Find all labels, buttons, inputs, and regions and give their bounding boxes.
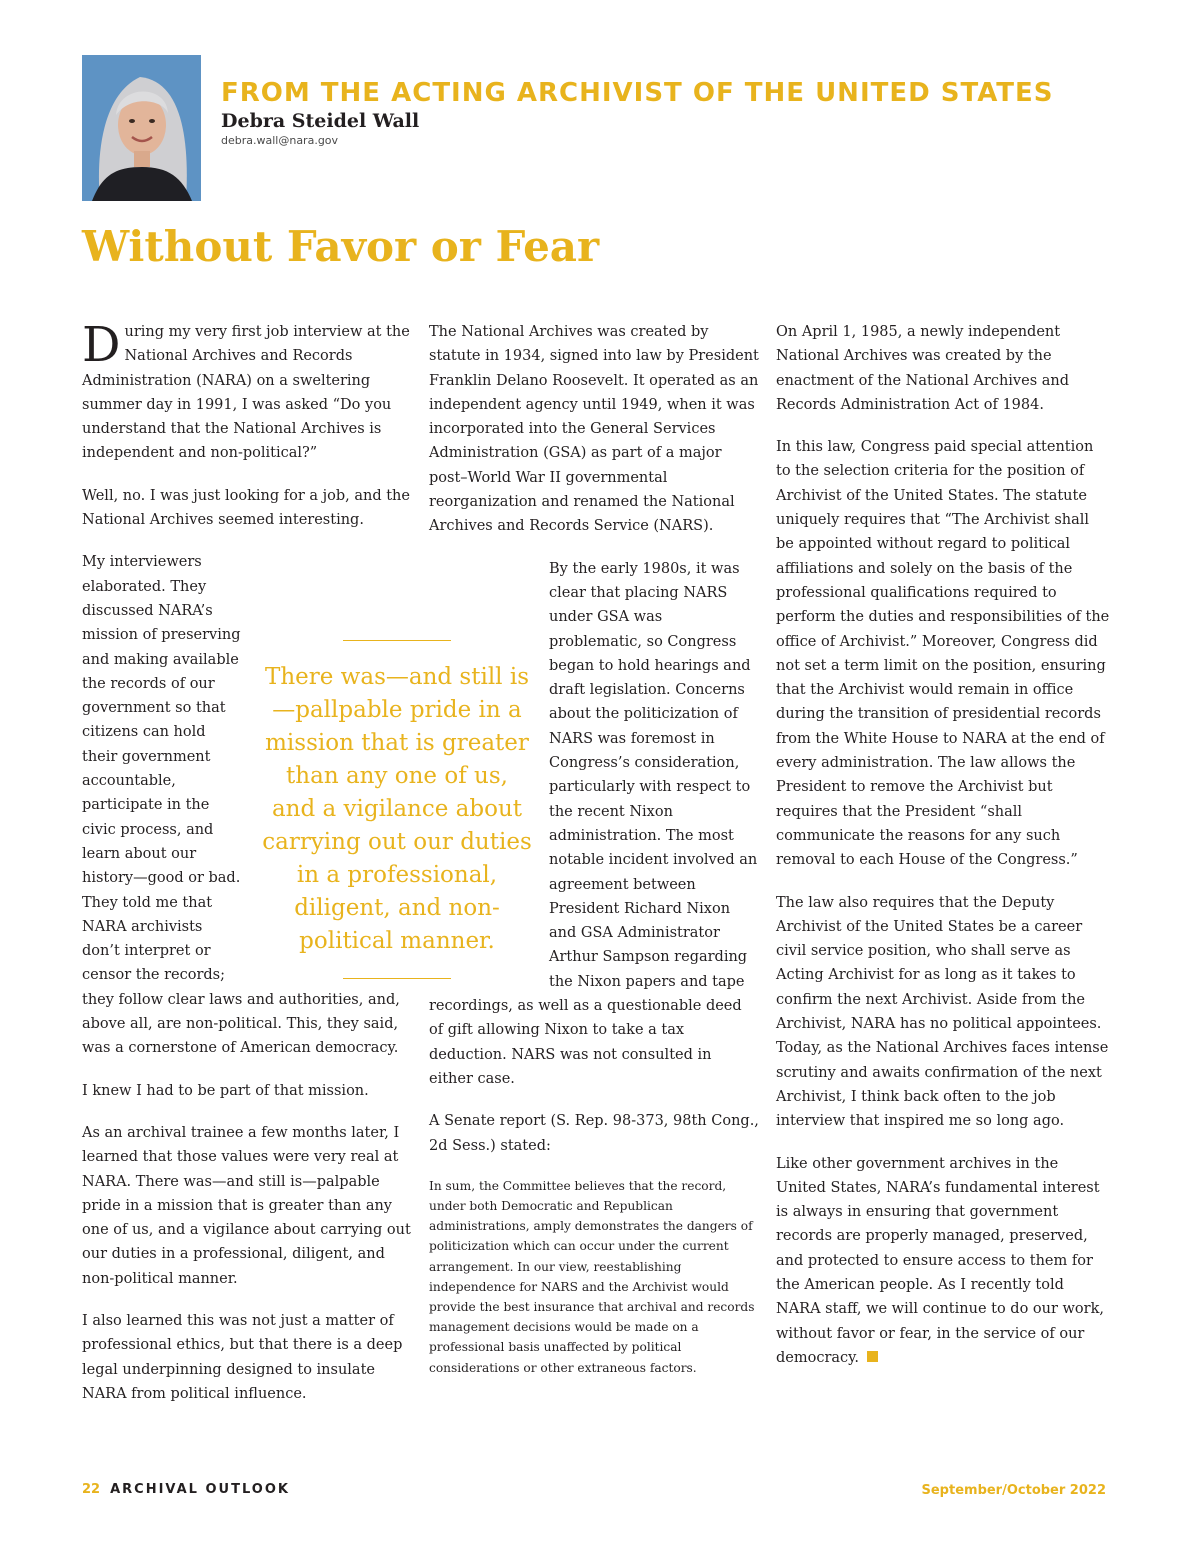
pull-quote	[262, 640, 532, 979]
pull-quote-rule-top	[343, 640, 451, 641]
paragraph: Well, no. I was just looking for a job, and the National Archives seemed interesting.	[82, 487, 410, 529]
paragraph-intro	[82, 317, 412, 466]
paragraph-text: My interviewers elaborated. They discussed NARA’s mission of preserving and making available the records of our government so that citizens can hold their government accountable, participate in the civic process, and learn about our history—good or bad. They told me that NARA archivists don’t interpret or censor the records; they follow clear laws and authorities, and, above all, are non-political. This, they said, was a cornerstone of American democracy.	[82, 554, 400, 1057]
issue-date: September/October 2022	[921, 1483, 1106, 1498]
paragraph: I knew I had to be part of that mission.	[82, 1082, 369, 1099]
paragraph-text: By the early 1980s, it was clear that placing NARS under GSA was problematic, so Congress began to hold hearings and draft legislation. Concerns about the politicization of NARS was foremost in Congress’s consideration, particularly with respect to the recent Nixon administration. The most notable incident involved an agreement between President Richard Nixon and GSA Administrator Arthur Sampson regarding the Nixon papers and tape recordings, as well as a questionable deed of gift allowing Nixon to take a tax deduction. NARS was not consulted in either case.	[429, 560, 758, 1087]
paragraph: As an archival trainee a few months later, I learned that those values were very real at NARA. There was—and still is—palpable pride in a mission that is greater than any one of us, and a vigilance about carrying out our duties in a professional, diligent, and non-political manner.	[82, 1124, 411, 1287]
intro-text: uring my very first job interview at the National Archives and Records Administration (NARA) on a sweltering summer day in 1991, I was asked “Do you understand that the National Archives is independent and non-political?”	[82, 324, 410, 462]
footer-left	[82, 1482, 290, 1497]
paragraph: On April 1, 1985, a newly independent National Archives was created by the enactment of the National Archives and Records Administration Act of 1984.	[776, 324, 1070, 413]
paragraph-text: Like other government archives in the United States, NARA’s fundamental interest is always in ensuring that government records are properly managed, preserved, and protected to ensure access to them for the American people. As I recently told NARA staff, we will continue to do our work, without favor or fear, in the service of our democracy.	[776, 1155, 1104, 1366]
page-number: 22	[82, 1482, 101, 1497]
paragraph: In this law, Congress paid special attention to the selection criteria for the position of Archivist of the United States. The statute uniquely requires that “The Archivist shall be appointed without regard to political affiliations and solely on the basis of the professional qualifications required to perform the duties and responsibilities of the office of Archivist.” Moreover, Congress did not set a term limit on the position, ensuring that the Archivist would remain in office during the transition of presidential records from the White House to NARA at the end of every administration. The law allows the President to remove the Archivist but requires that the President “shall communicate the reasons for any such removal to each House of the Congress.”	[776, 439, 1110, 869]
author-name: Debra Steidel Wall	[221, 110, 420, 132]
section-kicker: FROM THE ACTING ARCHIVIST OF THE UNITED STATES	[221, 78, 1054, 108]
paragraph: The law also requires that the Deputy Archivist of the United States be a career civil service position, who shall serve as Acting Archivist for as long as it takes to confirm the next Archivist. Aside from the Archivist, NARA has no political appointees. Today, as the National Archives faces intense scrutiny and awaits confirmation of the next Archivist, I think back often to the job interview that inspired me so long ago.	[776, 894, 1109, 1130]
pull-quote-rule-bottom	[343, 978, 451, 979]
author-photo	[82, 55, 201, 201]
publication-name: ARCHIVAL OUTLOOK	[110, 1482, 290, 1497]
paragraph: I also learned this was not just a matter of professional ethics, but that there is a deep legal underpinning designed to insulate NARA from political influence.	[82, 1312, 403, 1402]
pull-quote-text: There was—and still is—pallpable pride in a mission that is greater than any one of us, and a vigilance about carrying out our duties in a professional, diligent, and non-political manner.	[262, 664, 532, 954]
paragraph-final	[776, 1152, 1111, 1371]
article-headline: Without Favor or Fear	[82, 222, 600, 271]
senate-report-quote: In sum, the Committee believes that the record, under both Democratic and Republican administrations, amply demonstrates the dangers of politicization which can occur under the current arrangement. In our view, reestablishing independence for NARS and the Archivist would provide the best insurance that archival and records management decisions would be made on a professional basis unaffected by political considerations or other extraneous factors.	[429, 1178, 755, 1375]
end-mark-icon	[867, 1351, 878, 1362]
paragraph: A Senate report (S. Rep. 98-373, 98th Cong., 2d Sess.) stated:	[429, 1113, 759, 1154]
author-email: debra.wall@nara.gov	[221, 134, 339, 147]
column-3	[776, 320, 1111, 1388]
paragraph: The National Archives was created by statute in 1934, signed into law by President Franklin Delano Roosevelt. It operated as an independent agency until 1949, when it was incorporated into the General Services Administration (GSA) as part of a major post–World War II governmental reorganization and renamed the National Archives and Records Service (NARS).	[429, 324, 759, 535]
drop-cap: D	[82, 317, 121, 373]
